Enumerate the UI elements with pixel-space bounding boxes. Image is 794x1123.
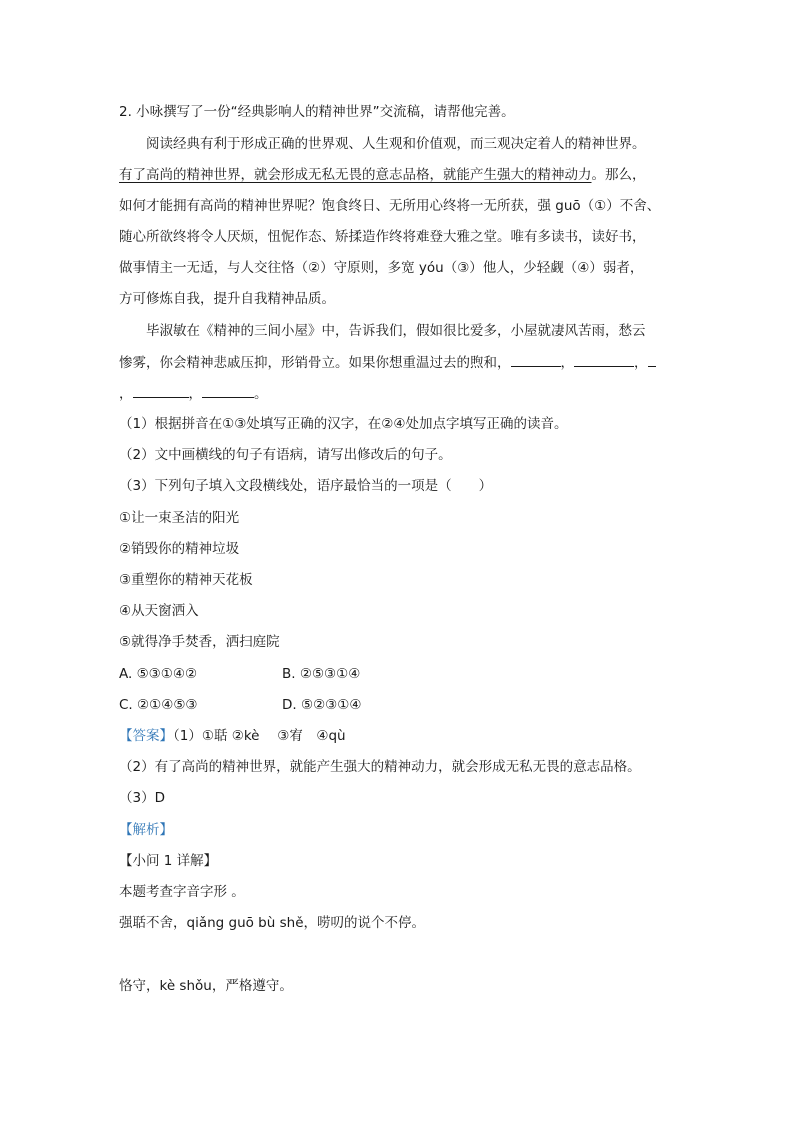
option-d: D. ⑤②③①④ <box>282 697 362 713</box>
analysis-line: 本题考查字音字形 。 <box>119 884 245 900</box>
passage-line: 毕淑敏在《精神的三间小屋》中，告诉我们，假如很比爱多，小屋就凄风苦雨，愁云 <box>146 323 646 339</box>
comma: ， <box>560 355 574 371</box>
question-title: 2. 小咏撰写了一份“经典影响人的精神世界”交流稿，请帮他完善。 <box>119 104 515 120</box>
passage-line <box>119 352 656 373</box>
comma: ， <box>634 355 648 371</box>
comma: ， <box>119 386 133 402</box>
answer-line: （3）D <box>119 790 165 806</box>
passage-line: 随心所欲终将令人厌烦，忸怩作态、矫揉造作终将难登大雅之堂。唯有多读书，读好书， <box>119 229 646 245</box>
analysis-tag: 【解析】 <box>119 822 173 838</box>
sentence-item: ③重塑你的精神天花板 <box>119 572 253 588</box>
passage-line <box>119 165 646 185</box>
passage-text: 惨雾，你会精神悲戚压抑，形销骨立。如果你想重温过去的煦和， <box>119 355 511 371</box>
fill-blank <box>648 352 656 367</box>
fill-blank <box>511 352 561 367</box>
answer-tag: 【答案】 <box>119 728 173 744</box>
analysis-line: 恪守，kè shǒu，严格遵守。 <box>119 978 293 994</box>
fill-blank <box>133 383 189 398</box>
option-c: C. ②①④⑤③ <box>119 697 198 713</box>
answer-line <box>119 726 346 746</box>
option-a: A. ⑤③①④② <box>119 666 198 682</box>
sub-question-3: （3）下列句子填入文段横线处，语序最恰当的一项是（ ） <box>119 478 493 494</box>
sub-question-1: （1）根据拼音在①③处填写正确的汉字，在②④处加点字填写正确的读音。 <box>119 416 568 432</box>
sub-question-2: （2）文中画横线的句子有语病，请写出修改后的句子。 <box>119 447 452 463</box>
passage-line: 如何才能拥有高尚的精神世界呢？饱食终日、无所用心终将一无所获，强 guō（①）不舍、 <box>119 198 661 214</box>
passage-line: 阅读经典有利于形成正确的世界观、人生观和价值观，而三观决定着人的精神世界。 <box>146 136 646 152</box>
sentence-item: ④从天窗洒入 <box>119 603 199 619</box>
sentence-item: ⑤就得净手焚香，洒扫庭院 <box>119 634 280 650</box>
answer-text: （1）①聒 ②kè ③宥 ④qù <box>173 728 346 744</box>
fill-blank <box>574 352 634 367</box>
sentence-item: ①让一束圣洁的阳光 <box>119 510 240 526</box>
sentence-item: ②销毁你的精神垃圾 <box>119 541 240 557</box>
underlined-sentence: 有了高尚的精神世界，就会形成无私无畏的意志品格，就能产生强大的精神动力 <box>119 167 592 183</box>
analysis-line: 强聒不舍，qiǎng guō bù shě，唠叨的说个不停。 <box>119 915 425 931</box>
period: 。 <box>254 386 268 402</box>
passage-line: 方可修炼自我，提升自我精神品质。 <box>119 291 335 307</box>
passage-line <box>119 383 268 404</box>
fill-blank <box>202 383 254 398</box>
analysis-subtitle: 【小问 1 详解】 <box>119 853 218 869</box>
passage-line: 做事情主一无适，与人交往恪（②）守原则，多宽 yóu（③）他人，少轻觑（④）弱者， <box>119 260 644 276</box>
option-b: B. ②⑤③①④ <box>282 666 361 682</box>
passage-text: 。那么， <box>591 167 646 183</box>
comma: ， <box>188 386 202 402</box>
answer-line: （2）有了高尚的精神世界，就能产生强大的精神动力，就会形成无私无畏的意志品格。 <box>119 759 641 775</box>
